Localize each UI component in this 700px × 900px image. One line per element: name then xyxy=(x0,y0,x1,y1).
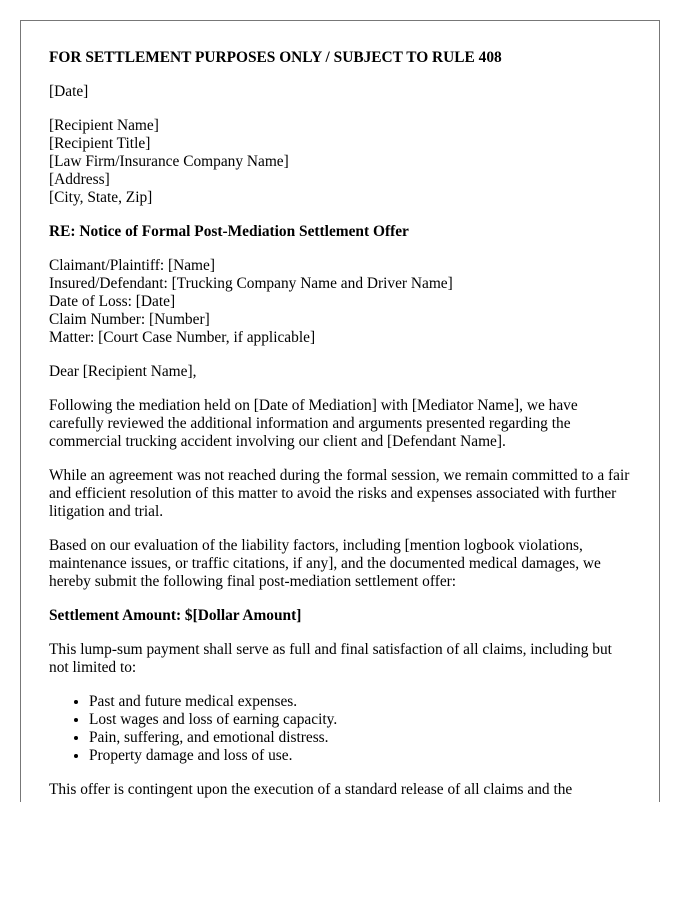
case-date-of-loss: Date of Loss: [Date] xyxy=(49,293,176,310)
list-item: • Pain, suffering, and emotional distress. xyxy=(89,729,631,747)
recipient-organization: [Law Firm/Insurance Company Name] xyxy=(49,153,289,170)
recipient-block xyxy=(49,117,631,207)
document-page xyxy=(20,20,660,802)
case-info-block xyxy=(49,257,631,347)
paragraph-contingency: This offer is contingent upon the execution of a standard release of all claims and the xyxy=(49,781,573,798)
list-item: • Lost wages and loss of earning capacity. xyxy=(89,711,631,729)
letter-date: [Date] xyxy=(49,83,89,100)
case-claimant: Claimant/Plaintiff: [Name] xyxy=(49,257,215,274)
recipient-name: [Recipient Name] xyxy=(49,117,159,134)
recipient-address: [Address] xyxy=(49,171,110,188)
letter-heading: FOR SETTLEMENT PURPOSES ONLY / SUBJECT TO RULE 408 xyxy=(49,49,502,66)
recipient-title: [Recipient Title] xyxy=(49,135,151,152)
case-matter: Matter: [Court Case Number, if applicable] xyxy=(49,329,316,346)
paragraph-commitment: While an agreement was not reached during the formal session, we remain committed to a fair and efficient resolution of this matter to avoid the risks and expenses associated with further litigation and trial. xyxy=(49,467,630,520)
letter-body xyxy=(21,21,659,799)
paragraph-mediation-review: Following the mediation held on [Date of Mediation] with [Mediator Name], we have carefully reviewed the additional information and arguments presented regarding the commercial trucking accident involving our client and [Defendant Name]. xyxy=(49,397,578,450)
re-line: RE: Notice of Formal Post-Mediation Settlement Offer xyxy=(49,223,409,240)
paragraph-lump-sum: This lump-sum payment shall serve as full and final satisfaction of all claims, including but not limited to: xyxy=(49,641,612,676)
list-item: • Property damage and loss of use. xyxy=(89,747,631,765)
salutation: Dear [Recipient Name], xyxy=(49,363,197,380)
paragraph-offer-basis: Based on our evaluation of the liability factors, including [mention logbook violations, maintenance issues, or traffic citations, if any], and the documented medical damages, we hereby submit the following final post-mediation settlement offer: xyxy=(49,537,601,590)
recipient-city-state-zip: [City, State, Zip] xyxy=(49,189,153,206)
case-claim-number: Claim Number: [Number] xyxy=(49,311,210,328)
list-item: • Past and future medical expenses. xyxy=(89,693,631,711)
case-insured: Insured/Defendant: [Trucking Company Name and Driver Name] xyxy=(49,275,453,292)
claims-list xyxy=(49,693,631,765)
settlement-amount: Settlement Amount: $[Dollar Amount] xyxy=(49,607,302,624)
